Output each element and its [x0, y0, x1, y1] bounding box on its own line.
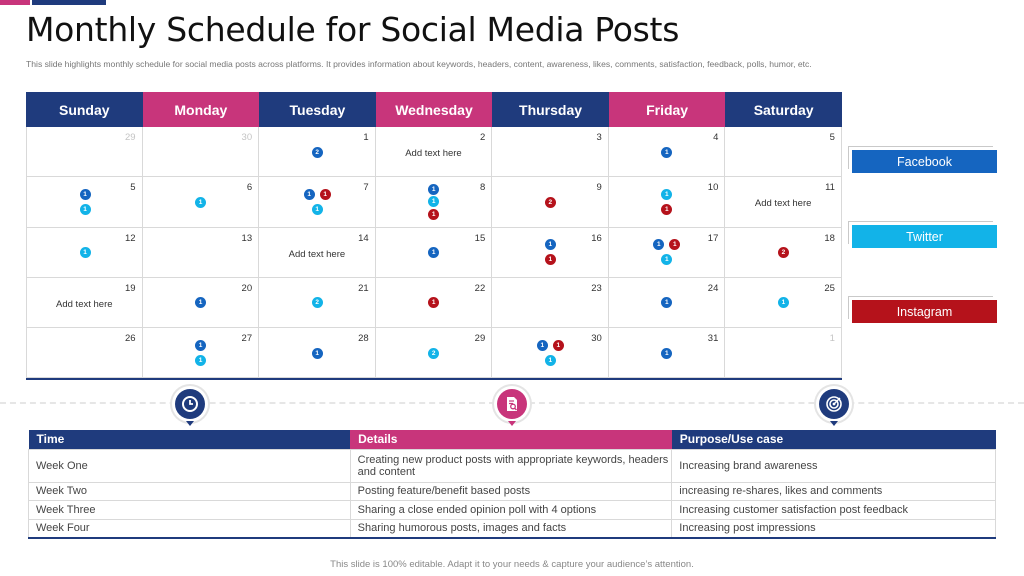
clock-icon — [175, 389, 205, 419]
calendar-week-row — [26, 278, 842, 328]
slide-footer: This slide is 100% editable. Adapt it to your needs & capture your audience’s attention. — [330, 559, 694, 570]
twitter-post-marker: 1 — [428, 196, 439, 207]
day-number: 9 — [596, 182, 602, 194]
day-number: 1 — [829, 333, 835, 345]
calendar-cell-saturday[interactable] — [725, 127, 842, 177]
document-search-icon — [497, 389, 527, 419]
table-row — [29, 482, 996, 501]
instagram-post-marker: 1 — [545, 254, 556, 265]
calendar-cell-sunday[interactable] — [26, 177, 143, 227]
day-number: 1 — [363, 132, 369, 143]
table-header-purpose: Purpose/Use case — [672, 430, 996, 449]
day-number: 6 — [246, 182, 253, 194]
twitter-post-marker: 2 — [428, 348, 439, 359]
day-number: 13 — [241, 232, 253, 244]
day-number: 21 — [358, 282, 369, 294]
calendar-cell-tuesday[interactable] — [259, 278, 376, 328]
day-number: 2 — [479, 132, 486, 143]
calendar-cell-sunday[interactable] — [26, 228, 143, 278]
table-cell-time: Week One — [29, 449, 351, 482]
day-number: 22 — [474, 282, 486, 294]
day-number: 29 — [474, 333, 486, 345]
calendar-cell-sunday[interactable] — [26, 278, 143, 328]
day-header-thursday: Thursday — [492, 92, 609, 127]
calendar-cell-wednesday[interactable] — [376, 127, 493, 177]
target-icon — [819, 389, 849, 419]
day-number: 16 — [591, 232, 602, 244]
day-number: 29 — [124, 132, 136, 143]
calendar-cell-thursday[interactable] — [492, 328, 609, 378]
day-number: 26 — [124, 333, 136, 345]
day-number: 17 — [707, 232, 719, 244]
instagram-post-marker: 1 — [669, 239, 680, 250]
calendar-cell-monday[interactable] — [143, 177, 260, 227]
table-cell-details: Sharing a close ended opinion poll with 4 options — [350, 501, 672, 520]
instagram-post-marker: 1 — [661, 204, 672, 215]
calendar-cell-wednesday[interactable] — [376, 328, 493, 378]
table-cell-purpose: increasing re-shares, likes and comments — [672, 482, 996, 501]
calendar-week-row — [26, 127, 842, 177]
slide-subtitle: This slide highlights monthly schedule for social media posts across platforms. It provides information about keywords, headers, content, awareness, likes, comments, satisfaction, feedback, polls, humor, etc. — [26, 59, 812, 69]
day-number: 30 — [591, 333, 602, 345]
calendar-cell-saturday[interactable] — [725, 228, 842, 278]
legend-facebook-button[interactable]: Facebook — [852, 150, 997, 173]
cell-note: Add text here — [56, 298, 113, 310]
calendar-cell-tuesday[interactable] — [259, 177, 376, 227]
instagram-post-marker: 1 — [428, 209, 439, 220]
twitter-post-marker: 1 — [778, 297, 789, 308]
day-number: 3 — [596, 132, 602, 143]
twitter-post-marker: 1 — [80, 247, 91, 258]
day-header-sunday: Sunday — [26, 92, 143, 127]
legend-instagram-button[interactable]: Instagram — [852, 300, 997, 323]
day-number: 18 — [824, 232, 835, 244]
day-number: 8 — [479, 182, 486, 194]
table-cell-time: Week Three — [29, 501, 351, 520]
calendar-grid — [26, 127, 842, 378]
slide-title: Monthly Schedule for Social Media Posts — [26, 10, 680, 49]
calendar-week-row — [26, 177, 842, 227]
twitter-post-marker: 1 — [80, 204, 91, 215]
day-number: 27 — [241, 333, 253, 345]
table-row — [29, 501, 996, 520]
day-number: 20 — [241, 282, 253, 294]
day-header-tuesday: Tuesday — [259, 92, 376, 127]
facebook-post-marker: 1 — [653, 239, 664, 250]
calendar-week-row — [26, 228, 842, 278]
day-number: 25 — [824, 282, 835, 294]
calendar-cell-friday[interactable] — [609, 127, 726, 177]
facebook-post-marker: 1 — [661, 297, 672, 308]
calendar-cell-thursday[interactable] — [492, 177, 609, 227]
twitter-post-marker: 1 — [661, 189, 672, 200]
calendar-cell-saturday[interactable] — [725, 177, 842, 227]
facebook-post-marker: 1 — [428, 184, 439, 195]
table-header-time: Time — [29, 430, 351, 449]
calendar-cell-friday[interactable] — [609, 278, 726, 328]
instagram-post-marker: 1 — [320, 189, 331, 200]
instagram-post-marker: 2 — [545, 197, 556, 208]
table-cell-details: Posting feature/benefit based posts — [350, 482, 672, 501]
cell-note: Add text here — [405, 148, 462, 159]
calendar-cell-wednesday[interactable] — [376, 278, 493, 328]
calendar-cell-tuesday[interactable] — [259, 127, 376, 177]
calendar-week-row — [26, 328, 842, 378]
table-cell-purpose: Increasing customer satisfaction post feedback — [672, 501, 996, 520]
twitter-post-marker: 1 — [195, 197, 206, 208]
facebook-post-marker: 1 — [428, 247, 439, 258]
calendar-cell-monday[interactable] — [143, 278, 260, 328]
day-number: 15 — [474, 232, 486, 244]
facebook-post-marker: 1 — [537, 340, 548, 351]
legend-twitter-button[interactable]: Twitter — [852, 225, 997, 248]
calendar-cell-friday[interactable] — [609, 328, 726, 378]
calendar-cell-friday[interactable] — [609, 177, 726, 227]
facebook-post-marker: 1 — [80, 189, 91, 200]
facebook-post-marker: 1 — [661, 147, 672, 158]
cell-note: Add text here — [288, 248, 346, 260]
twitter-post-marker: 2 — [312, 297, 323, 308]
calendar-cell-wednesday[interactable] — [376, 177, 493, 227]
day-header-wednesday: Wednesday — [376, 92, 493, 127]
day-header-friday: Friday — [609, 92, 726, 127]
calendar-cell-wednesday[interactable] — [376, 228, 493, 278]
table-cell-details: Sharing humorous posts, images and facts — [350, 519, 672, 538]
table-cell-purpose: Increasing post impressions — [672, 519, 996, 538]
table-row — [29, 519, 996, 538]
calendar-cell-thursday[interactable] — [492, 228, 609, 278]
calendar — [26, 92, 842, 380]
facebook-post-marker: 1 — [312, 348, 323, 359]
calendar-cell-tuesday[interactable] — [259, 328, 376, 378]
calendar-cell-tuesday[interactable] — [259, 228, 376, 278]
accent-bars — [0, 0, 110, 5]
day-header-saturday: Saturday — [725, 92, 842, 127]
calendar-cell-thursday[interactable] — [492, 127, 609, 177]
day-number: 11 — [825, 182, 835, 194]
calendar-cell-sunday[interactable] — [26, 328, 143, 378]
day-number: 23 — [591, 282, 602, 294]
accent-bar-navy — [32, 0, 106, 5]
day-number: 31 — [707, 333, 719, 345]
twitter-post-marker: 1 — [195, 355, 206, 366]
twitter-post-marker: 1 — [312, 204, 323, 215]
facebook-post-marker: 1 — [195, 340, 206, 351]
day-number: 24 — [707, 282, 719, 294]
calendar-cell-friday[interactable] — [609, 228, 726, 278]
facebook-post-marker: 1 — [195, 297, 206, 308]
accent-bar-magenta — [0, 0, 30, 5]
weekly-plan-table — [28, 430, 996, 539]
calendar-cell-sunday[interactable] — [26, 127, 143, 177]
calendar-cell-thursday[interactable] — [492, 278, 609, 328]
day-number: 10 — [707, 182, 719, 194]
table-cell-time: Week Four — [29, 519, 351, 538]
instagram-post-marker: 1 — [428, 297, 439, 308]
table-cell-details: Creating new product posts with appropriate keywords, headers and content — [350, 449, 672, 482]
day-number: 28 — [358, 333, 369, 345]
day-number: 5 — [130, 182, 136, 194]
instagram-post-marker: 2 — [778, 247, 789, 258]
calendar-cell-monday[interactable] — [143, 127, 260, 177]
clock-badge-pointer — [186, 421, 194, 426]
day-number: 4 — [713, 132, 719, 143]
facebook-post-marker: 2 — [312, 147, 323, 158]
table-cell-time: Week Two — [29, 482, 351, 501]
instagram-post-marker: 1 — [553, 340, 564, 351]
day-number: 12 — [124, 232, 136, 244]
day-header-monday: Monday — [143, 92, 260, 127]
document-badge-pointer — [508, 421, 516, 426]
cell-note: Add text here — [754, 198, 812, 210]
facebook-post-marker: 1 — [304, 189, 315, 200]
target-badge-pointer — [830, 421, 838, 426]
table-row — [29, 449, 996, 482]
calendar-cell-saturday[interactable] — [725, 328, 842, 378]
day-number: 19 — [124, 282, 136, 294]
day-number: 5 — [829, 132, 835, 143]
twitter-post-marker: 1 — [545, 355, 556, 366]
day-number: 14 — [358, 232, 369, 244]
calendar-header — [26, 92, 842, 127]
calendar-cell-monday[interactable] — [143, 228, 260, 278]
day-number: 7 — [363, 182, 369, 194]
table-cell-purpose: Increasing brand awareness — [672, 449, 996, 482]
day-number: 30 — [241, 132, 253, 143]
table-header-details: Details — [350, 430, 672, 449]
facebook-post-marker: 1 — [545, 239, 556, 250]
calendar-cell-monday[interactable] — [143, 328, 260, 378]
twitter-post-marker: 1 — [661, 254, 672, 265]
facebook-post-marker: 1 — [661, 348, 672, 359]
calendar-cell-saturday[interactable] — [725, 278, 842, 328]
